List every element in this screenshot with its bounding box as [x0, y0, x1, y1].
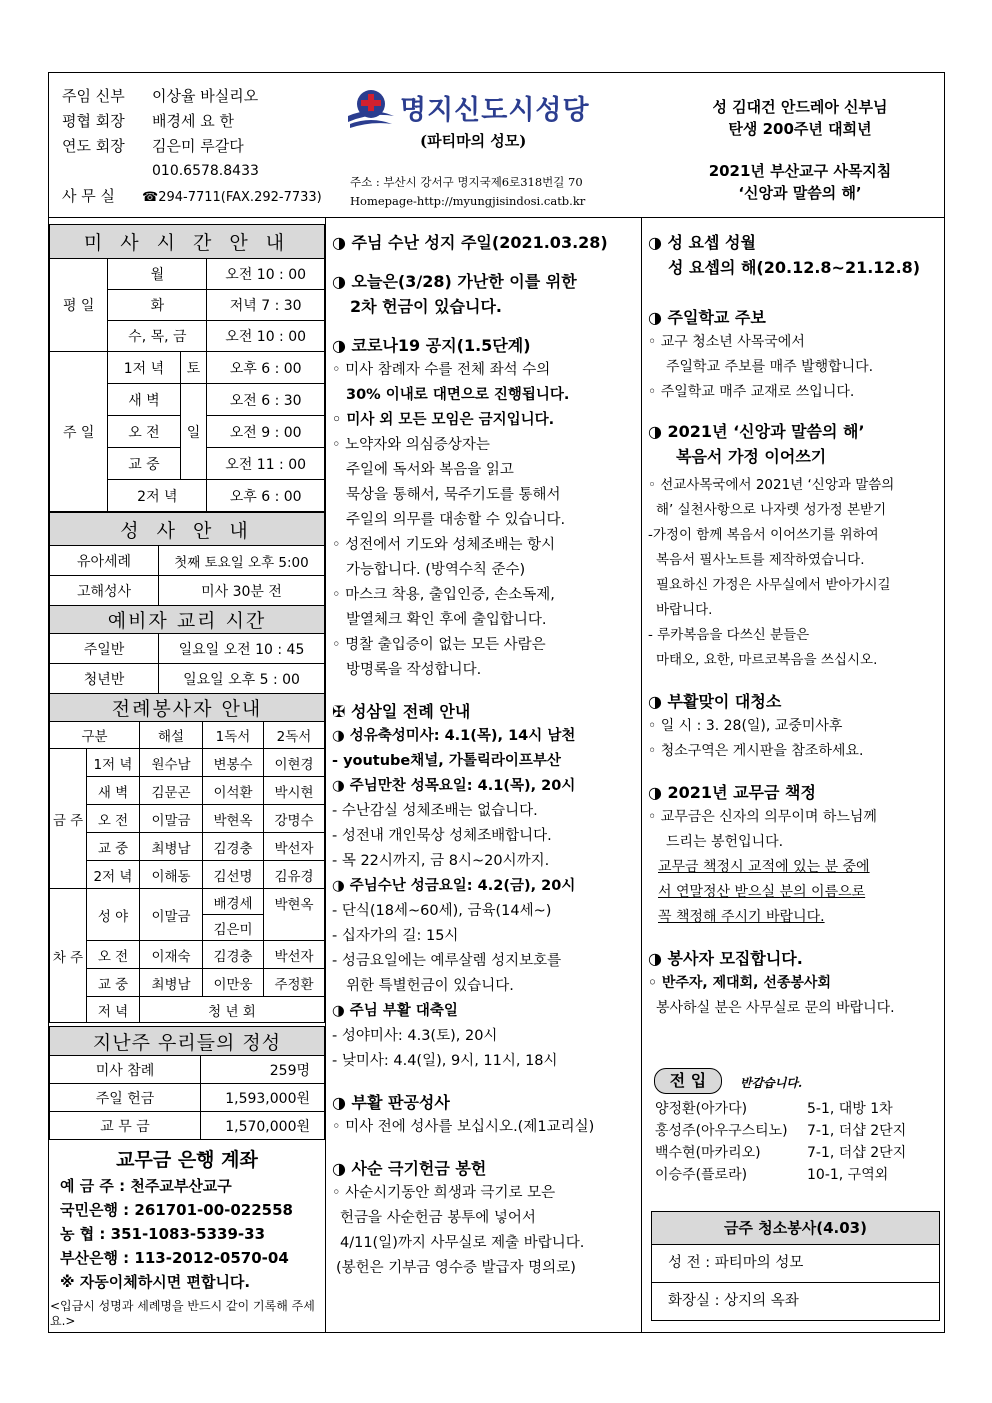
- ministry-cell: 이해동: [140, 861, 203, 889]
- triduum-line: 위한 특별헌금이 있습니다.: [346, 978, 514, 994]
- gospel-line: ◦ 선교사목국에서 2021년 ‘신앙과 말씀의: [648, 477, 895, 493]
- mass-name: 1저 녁: [108, 352, 180, 384]
- tithe-line: ◦ 교무금은 신자의 의무이며 하느님께: [648, 809, 877, 825]
- sacrament-value: 미사 30분 전: [159, 576, 325, 606]
- lent-line: ◦ 사순시기동안 희생과 극기로 모은: [332, 1185, 556, 1201]
- collection-title: ◑ 오늘은(3/28) 가난한 이를 위한: [332, 272, 577, 291]
- diocese-theme: [660, 160, 940, 204]
- offering-name: 교 무 금: [50, 1112, 201, 1140]
- jubilee-line: 성 김대건 안드레아 신부님: [712, 98, 888, 116]
- parish-address: 주소 : 부산시 강서구 명지국제6로318번길 70: [350, 175, 583, 189]
- gospel-line: 복음서 필사노트를 제작하였습니다.: [656, 552, 865, 568]
- ministry-cell: 오 전: [87, 941, 140, 969]
- bank-line: 부산은행 : 113-2012-0570-04: [60, 1249, 289, 1267]
- sunday-label: 주 일: [50, 352, 108, 512]
- ministry-cell: 변봉수: [203, 749, 264, 777]
- ministry-cell: 이만웅: [203, 969, 264, 997]
- ministry-cell: 교 중: [87, 833, 140, 861]
- school-line: ◦ 교구 청소년 사목국에서: [648, 334, 805, 350]
- mass-time: 오전 9 : 00: [207, 416, 325, 448]
- staff-phone: 010.6578.8433: [152, 163, 259, 179]
- lent-line: 4/11(일)까지 사무실로 제출 바랍니다.: [340, 1235, 585, 1251]
- offering-value: 1,593,000원: [201, 1084, 325, 1112]
- covid-line: 주일의 의무를 대송할 수 있습니다.: [346, 512, 566, 528]
- tithe-underline: 교무금 책정시 교적에 있는 분 중에: [658, 859, 870, 875]
- school-line: ◦ 주일학교 매주 교재로 쓰입니다.: [648, 384, 855, 400]
- cleaning-duty-box: [651, 1211, 940, 1321]
- ministry-cell: 이석환: [203, 777, 264, 805]
- ministry-cell: 김경충: [203, 833, 264, 861]
- column-divider-left: [325, 217, 326, 1333]
- offering-name: 주일 헌금: [50, 1084, 201, 1112]
- covid-line: 30% 이내로 대면으로 진행됩니다.: [346, 387, 570, 403]
- ministry-cell: 최병남: [140, 969, 203, 997]
- lent-line: 헌금을 사순헌금 봉투에 넣어서: [340, 1210, 536, 1226]
- mass-title: 미 사 시 간 안 내: [50, 225, 325, 259]
- ministry-cell: 청 년 회: [140, 997, 325, 1023]
- offering-name: 미사 참례: [50, 1056, 201, 1084]
- column-divider-right: [641, 217, 642, 1333]
- ministry-cell: 박선자: [264, 941, 325, 969]
- covid-line: ◦ 명찰 출입증이 없는 모든 사람은: [332, 637, 546, 653]
- ministry-cell: 최병남: [140, 833, 203, 861]
- mass-day: 수, 목, 금: [108, 321, 207, 352]
- ministry-cell: 박시현: [264, 777, 325, 805]
- gospel-line: 필요하신 가정은 사무실에서 받아가시길: [656, 577, 891, 593]
- triduum-line: - 목 22시까지, 금 8시~20시까지.: [332, 853, 550, 869]
- cleaning-title: ◑ 부활맞이 대청소: [648, 692, 782, 711]
- bank-title: 교무금 은행 계좌: [116, 1149, 258, 1171]
- office-row: 사 무 실 ☎294-7711(FAX.292-7733): [62, 187, 322, 205]
- gospel-title: ◑ 2021년 ‘신앙과 말씀의 해’: [648, 422, 865, 441]
- staff-row: 주임 신부 이상율 바실리오: [62, 87, 259, 105]
- catechism-value: 일요일 오후 5 : 00: [159, 664, 325, 694]
- theme-line: 2021년 부산교구 사목지침: [708, 162, 892, 180]
- bank-line: ※ 자동이체하시면 편합니다.: [60, 1273, 251, 1291]
- newcomer-list: [655, 1098, 906, 1186]
- bank-note: <입금시 성명과 세례명을 반드시 같이 기록해 주세요.>: [50, 1299, 315, 1328]
- cleaning-line: ◦ 청소구역은 게시판을 참조하세요.: [648, 743, 864, 759]
- catechism-name: 청년반: [50, 664, 159, 694]
- mass-day: 월: [108, 259, 207, 290]
- sun-label: 일: [180, 384, 207, 480]
- ministry-cell: 박현옥: [203, 805, 264, 833]
- ministry-cell: 주정환: [264, 969, 325, 997]
- newcomer-badge: 전 입: [654, 1068, 722, 1094]
- newcomer-row: 백수현(마카리오) 7-1, 더샵 2단지: [655, 1145, 907, 1161]
- school-title: ◑ 주일학교 주보: [648, 308, 766, 327]
- cleaning-duty-title: 금주 청소봉사(4.03): [652, 1212, 939, 1245]
- offering-value: 1,570,000원: [201, 1112, 325, 1140]
- covid-line: 발열체크 확인 후에 출입합니다.: [346, 612, 547, 628]
- gospel-title: 복음서 가정 이어쓰기: [676, 447, 827, 466]
- newcomer-row: 홍성주(아우구스티노) 7-1, 더샵 2단지: [655, 1123, 907, 1139]
- tithe-line: 드리는 봉헌입니다.: [666, 834, 784, 850]
- triduum-line: - 단식(18세~60세), 금육(14세~): [332, 903, 552, 919]
- triduum-line: ◑ 성유축성미사: 4.1(목), 14시 남천: [332, 728, 576, 744]
- covid-title: ◑ 코로나19 공지(1.5단계): [332, 336, 531, 355]
- offering-title: 지난주 우리들의 정성: [50, 1027, 325, 1056]
- mass-time: 저녁 7 : 30: [207, 290, 325, 321]
- ministry-cell: 이재숙: [140, 941, 203, 969]
- mass-time: 오전 10 : 00: [207, 259, 325, 290]
- jubilee-line: 탄생 200주년 대희년: [728, 120, 872, 138]
- ministry-cell: 김은미: [203, 915, 264, 941]
- lent-line: (봉헌은 기부금 영수증 발급자 명의로): [336, 1260, 576, 1276]
- parish-homepage[interactable]: Homepage-http://myungjisindosi.catb.kr: [350, 194, 586, 208]
- sat-label: 토: [180, 352, 207, 384]
- offering-value: 259명: [201, 1056, 325, 1084]
- gospel-line: -가정이 함께 복음서 이어쓰기를 위하여: [648, 527, 879, 543]
- triduum-line: - 수난감실 성체조배는 없습니다.: [332, 803, 538, 819]
- ministry-cell: 이말금: [140, 805, 203, 833]
- mass-time: 오후 6 : 00: [207, 480, 325, 512]
- catechism-value: 일요일 오전 10 : 45: [159, 634, 325, 664]
- ministry-header: 구분: [50, 722, 140, 749]
- ministry-cell: 1저 녁: [87, 749, 140, 777]
- lent-title: ◑ 사순 극기헌금 봉헌: [332, 1159, 487, 1178]
- newcomer-row: 양정환(아가다) 5-1, 대방 1차: [655, 1101, 893, 1117]
- ministry-cell: 이현경: [264, 749, 325, 777]
- triduum-line: - 낮미사: 4.4(일), 9시, 11시, 18시: [332, 1053, 558, 1069]
- confession-line: ◦ 미사 전에 성사를 보십시오.(제1교리실): [332, 1119, 595, 1135]
- ministry-cell: 김유경: [264, 861, 325, 889]
- cleaning-duty-row: 화장실 : 상지의 옥좌: [668, 1293, 799, 1309]
- triduum-line: - 성금요일에는 예루살렘 성지보호를: [332, 953, 562, 969]
- tithe-title: ◑ 2021년 교무금 책정: [648, 783, 816, 802]
- right-column: [648, 230, 942, 1021]
- volunteer-line: 봉사하실 분은 사무실로 문의 바랍니다.: [656, 1000, 895, 1016]
- school-line: 주일학교 주보를 매주 발행합니다.: [666, 359, 874, 375]
- newcomer-welcome: 반갑습니다.: [740, 1076, 803, 1090]
- covid-line: 묵상을 통해서, 묵주기도를 통해서: [346, 487, 561, 503]
- ministry-cell: 저 녁: [87, 997, 140, 1023]
- staff-list: [62, 84, 322, 210]
- mass-times-table: [49, 224, 325, 512]
- bank-accounts: [60, 1174, 293, 1294]
- parish-patron: (파티마의 성모): [420, 132, 527, 150]
- joseph-sub: 성 요셉의 해(20.12.8~21.12.8): [668, 258, 921, 277]
- ministry-cell: 원수남: [140, 749, 203, 777]
- ministry-cell: 강명수: [264, 805, 325, 833]
- ministry-cell: 오 전: [87, 805, 140, 833]
- parish-name: 명지신도시성당: [400, 95, 590, 126]
- confession-title: ◑ 부활 판공성사: [332, 1093, 450, 1112]
- covid-line: ◦ 노약자와 의심증상자는: [332, 437, 490, 453]
- mass-time: 오전 11 : 00: [207, 448, 325, 480]
- catechism-table: [49, 605, 325, 694]
- header-divider: [48, 217, 945, 218]
- mass-name: 새 벽: [108, 384, 180, 416]
- gospel-line: 마태오, 요한, 마르코복음을 쓰십시오.: [656, 652, 878, 668]
- ministry-header: 해설: [140, 722, 203, 749]
- bank-line: 국민은행 : 261701-00-022558: [60, 1201, 293, 1219]
- triduum-line: ◑ 주님만찬 성목요일: 4.1(목), 20시: [332, 778, 576, 794]
- ministry-title: 전례봉사자 안내: [50, 694, 325, 722]
- ministry-cell: 새 벽: [87, 777, 140, 805]
- staff-row: 평협 회장 배경세 요 한: [62, 112, 234, 130]
- mass-day: 화: [108, 290, 207, 321]
- covid-line: ◦ 미사 참례자 수를 전체 좌석 수의: [332, 362, 551, 378]
- covid-line: 가능합니다. (방역수칙 준수): [346, 562, 526, 578]
- cleaning-line: ◦ 일 시 : 3. 28(일), 교중미사후: [648, 718, 843, 734]
- gospel-line: 해’ 실천사항으로 나자렛 성가정 본받기: [656, 502, 887, 518]
- parish-logo-icon: [346, 86, 396, 130]
- gospel-line: 바랍니다.: [656, 602, 713, 618]
- volunteer-line: ◦ 반주자, 제대회, 선종봉사회: [648, 975, 831, 991]
- theme-line: ‘신앙과 말씀의 해’: [738, 184, 862, 202]
- sacrament-value: 첫째 토요일 오후 5:00: [159, 546, 325, 576]
- ministry-cell: 성 야: [87, 889, 140, 941]
- mass-name: 2저 녁: [108, 480, 207, 512]
- volunteer-title: ◑ 봉사자 모집합니다.: [648, 949, 803, 968]
- ministry-table: [49, 693, 325, 1023]
- mass-time: 오전 10 : 00: [207, 321, 325, 352]
- ministry-cell: 박선자: [264, 833, 325, 861]
- covid-line: 주일에 독서와 복음을 읽고: [346, 462, 514, 478]
- next-week-label: 차 주: [50, 889, 87, 1023]
- sacrament-table: [49, 512, 325, 606]
- offering-table: [49, 1026, 325, 1140]
- bank-line: 예 금 주 : 천주교부산교구: [60, 1177, 232, 1195]
- triduum-line: - 성야미사: 4.3(토), 20시: [332, 1028, 498, 1044]
- this-week-label: 금 주: [50, 749, 87, 889]
- staff-row: 연도 회장 김은미 루갈다: [62, 137, 244, 155]
- triduum-line: ◑ 주님수난 성금요일: 4.2(금), 20시: [332, 878, 576, 894]
- gospel-line: - 루카복음을 다쓰신 분들은: [648, 627, 810, 643]
- triduum-line: ◑ 주님 부활 대축일: [332, 1003, 458, 1019]
- mass-time: 오후 6 : 00: [207, 352, 325, 384]
- triduum-line: - 성전내 개인묵상 성체조배합니다.: [332, 828, 552, 844]
- mass-time: 오전 6 : 30: [207, 384, 325, 416]
- weekday-label: 평 일: [50, 259, 108, 352]
- middle-column: [332, 230, 637, 1281]
- sunday-title: ◑ 주님 수난 성지 주일(2021.03.28): [332, 233, 608, 252]
- triduum-line: - 십자가의 길: 15시: [332, 928, 459, 944]
- tithe-underline: 꼭 책정해 주시기 바랍니다.: [658, 909, 825, 925]
- sacrament-title: 성 사 안 내: [50, 513, 325, 546]
- catechism-title: 예비자 교리 시간: [50, 606, 325, 634]
- ministry-cell: 이말금: [140, 889, 203, 941]
- newcomer-row: 이승주(플로라) 10-1, 구역외: [655, 1167, 889, 1183]
- triduum-title: ✠ 성삼일 전례 안내: [332, 702, 471, 721]
- mass-name: 오 전: [108, 416, 180, 448]
- collection-title: 2차 헌금이 있습니다.: [350, 297, 502, 316]
- joseph-title: ◑ 성 요셉 성월: [648, 233, 756, 252]
- sacrament-name: 유아세례: [50, 546, 159, 576]
- catechism-name: 주일반: [50, 634, 159, 664]
- ministry-header: 1독서: [203, 722, 264, 749]
- covid-line: ◦ 마스크 착용, 출입인증, 손소독제,: [332, 587, 555, 603]
- ministry-cell: 2저 녁: [87, 861, 140, 889]
- ministry-header: 2독서: [264, 722, 325, 749]
- tithe-underline: 서 연말정산 받으실 분의 이름으로: [658, 884, 866, 900]
- covid-line: ◦ 성전에서 기도와 성체조배는 항시: [332, 537, 556, 553]
- ministry-cell: 배경세: [203, 889, 264, 915]
- bank-line: 농 협 : 351-1083-5339-33: [60, 1225, 266, 1243]
- cleaning-duty-row: 성 전 : 파티마의 성모: [652, 1245, 939, 1283]
- triduum-line: - youtube채널, 가톨릭라이프부산: [332, 753, 561, 769]
- ministry-cell: 김문곤: [140, 777, 203, 805]
- ministry-cell: 김경충: [203, 941, 264, 969]
- ministry-cell: 교 중: [87, 969, 140, 997]
- covid-line: ◦ 미사 외 모든 모임은 금지입니다.: [332, 412, 555, 428]
- ministry-cell: 김선명: [203, 861, 264, 889]
- sacrament-name: 고해성사: [50, 576, 159, 606]
- mass-name: 교 중: [108, 448, 180, 480]
- ministry-cell: 박현옥: [264, 889, 325, 941]
- jubilee-notice: [660, 96, 940, 140]
- covid-line: 방명록을 작성합니다.: [346, 662, 482, 678]
